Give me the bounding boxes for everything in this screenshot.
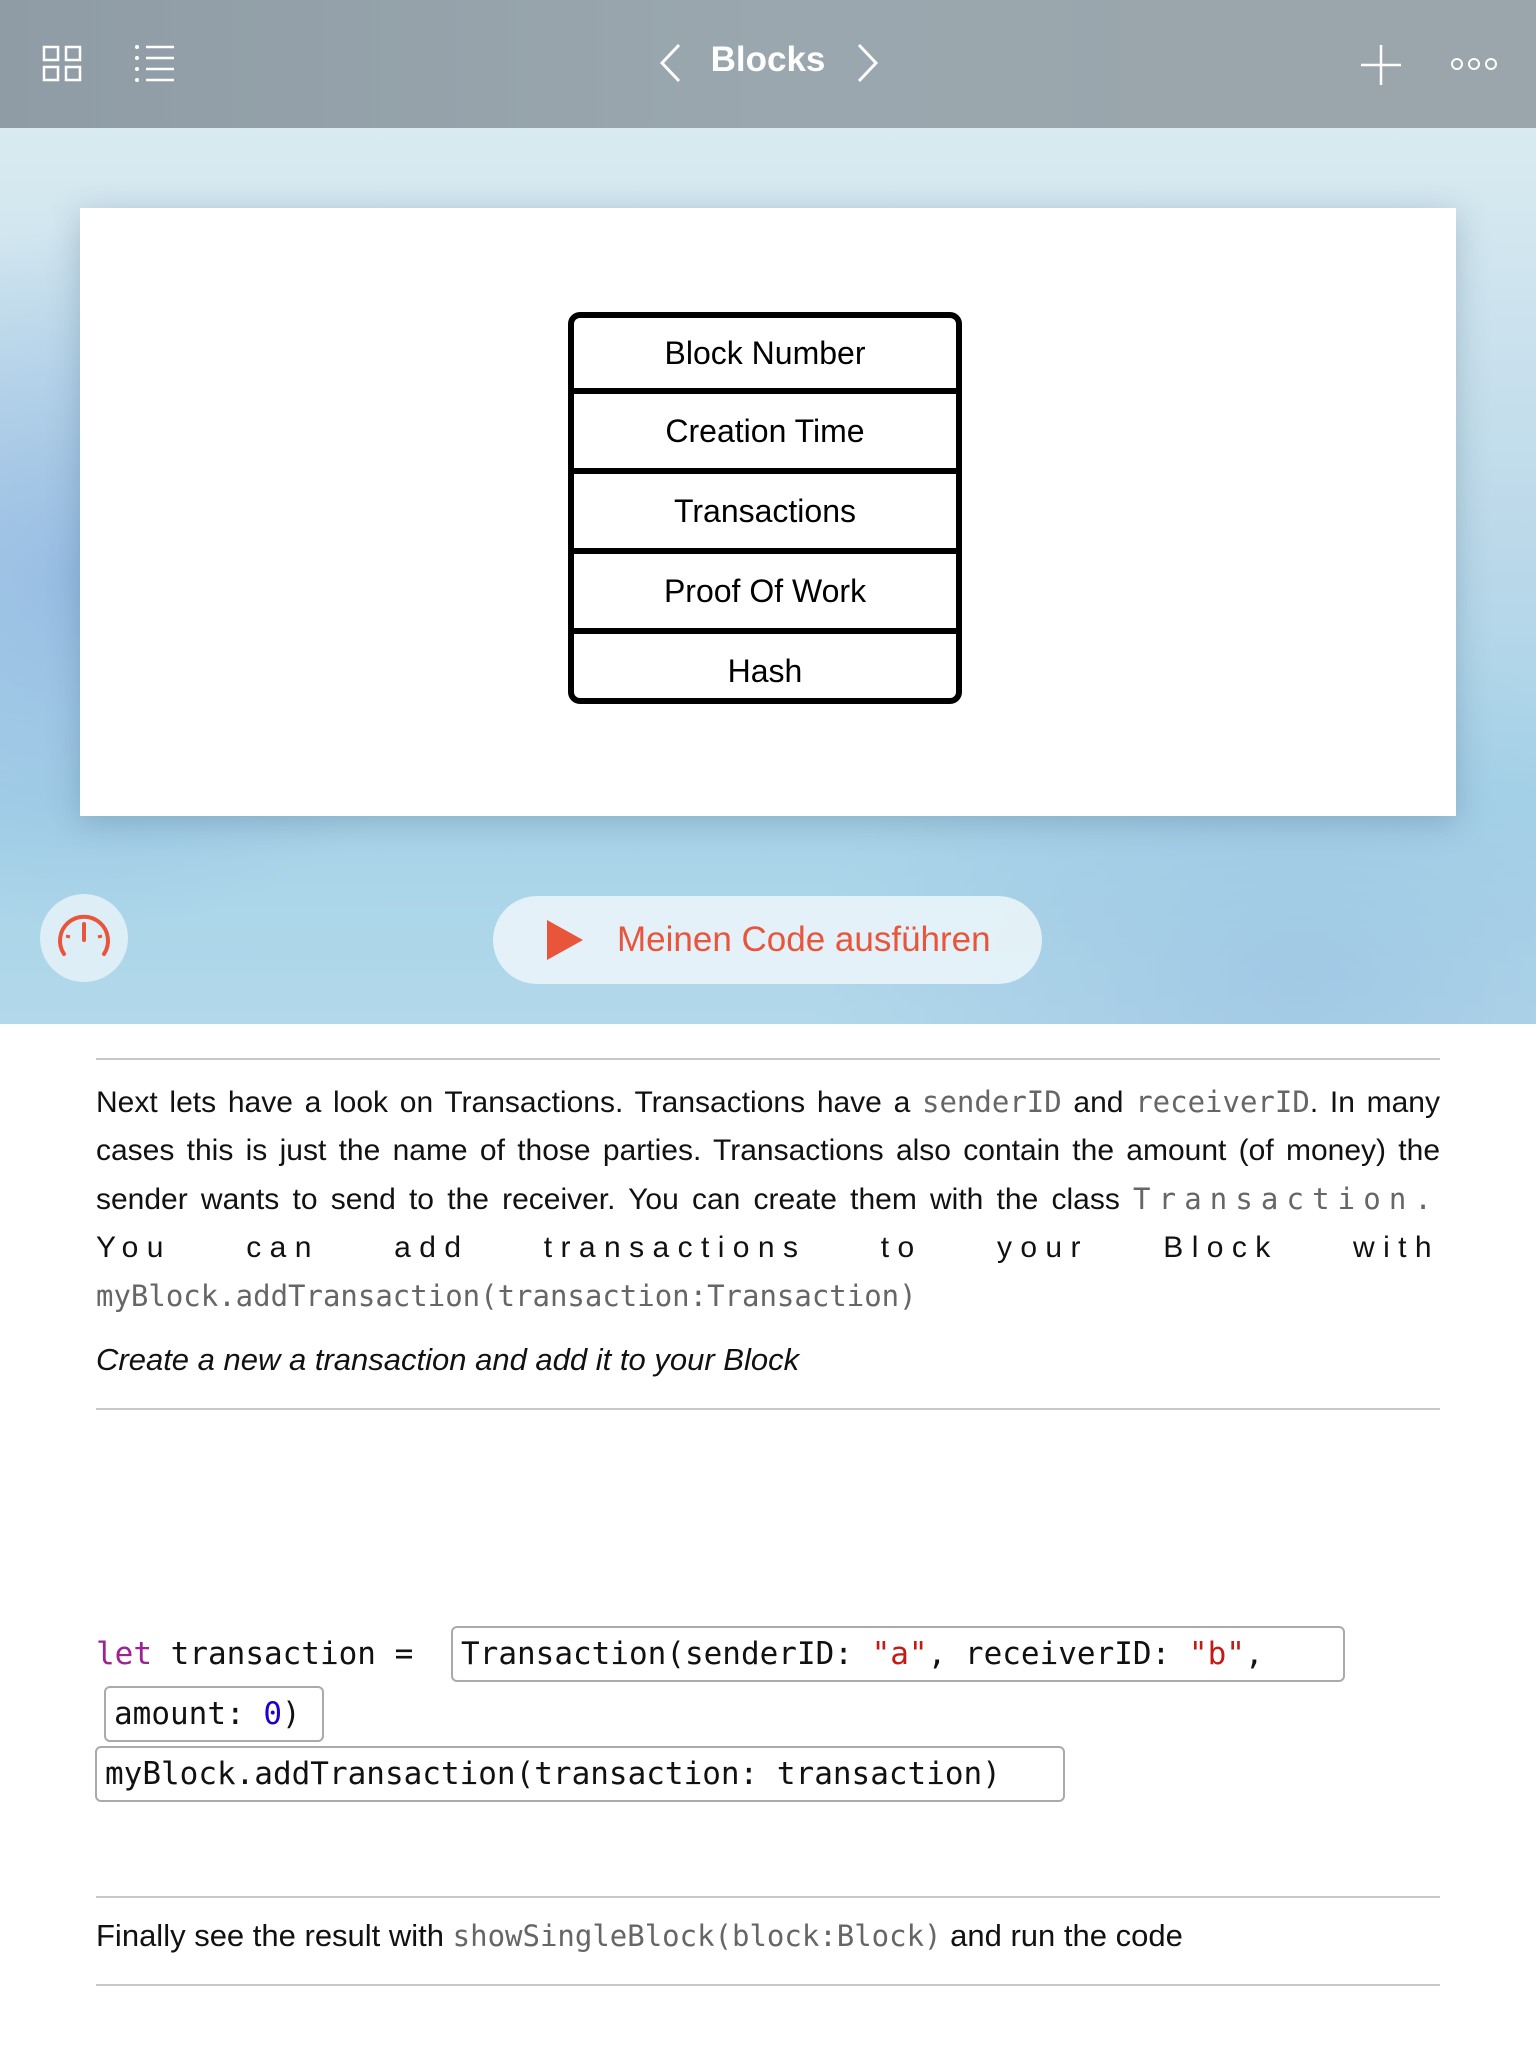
block-diagram [568, 312, 962, 704]
speedometer-icon [52, 906, 116, 970]
block-field-number: Block Number [664, 334, 866, 371]
plus-icon[interactable] [1356, 40, 1406, 90]
live-view [0, 128, 1536, 1024]
instructions-paragraph: Next lets have a look on Transactions. Transactions have a senderID and receiverID. In many cases this is just the name of those parties. Transactions also contain the amount (of money) the sender wants to send to the receiver. You can create them with the class Transaction. You can add transactions to your Block with myBlock.addTransaction(transaction:Transaction) [96, 1085, 1440, 1313]
editable-code-transaction-init[interactable]: Transaction(senderID: "a" , receiverID: "b" , [451, 1626, 1345, 1682]
block-field-creation-time: Creation Time [574, 388, 956, 468]
editable-code-add-transaction[interactable]: myBlock.addTransaction(transaction: transaction) [95, 1746, 1065, 1802]
code-keyword: let [96, 1636, 152, 1672]
speedometer-button[interactable] [40, 894, 128, 982]
run-code-button[interactable] [493, 896, 1042, 984]
inline-code-showsingleblock: showSingleBlock(block:Block) [452, 1919, 942, 1953]
block-field-proof-of-work: Proof Of Work [574, 548, 956, 628]
block-field-hash: Hash [574, 628, 956, 704]
inline-code-transaction: Transaction. [1133, 1182, 1440, 1216]
play-icon [545, 918, 585, 962]
run-code-label: Meinen Code ausführen [617, 920, 991, 959]
editable-code-amount[interactable]: amount: 0 ) [104, 1686, 324, 1742]
chevron-left-icon[interactable] [650, 40, 690, 86]
live-view-canvas [80, 208, 1456, 816]
divider [96, 1058, 1440, 1060]
page-title: Blocks [710, 40, 826, 79]
divider [96, 1984, 1440, 1986]
more-icon[interactable] [1448, 46, 1500, 82]
navigation-bar [0, 0, 1536, 128]
divider [96, 1408, 1440, 1410]
code-line-let: let transaction = [96, 1636, 432, 1672]
inline-code-receiverid: receiverID [1135, 1085, 1310, 1119]
list-icon[interactable] [128, 40, 180, 86]
task-text: Create a new a transaction and add it to your Block [96, 1342, 800, 1377]
block-field-transactions: Transactions [574, 468, 956, 548]
grid-icon[interactable] [36, 40, 88, 86]
inline-code-addtransaction: myBlock.addTransaction(transaction:Transaction) [96, 1279, 917, 1313]
inline-code-senderid: senderID [922, 1085, 1062, 1119]
chevron-right-icon[interactable] [848, 40, 888, 86]
final-instruction: Finally see the result with showSingleBlock(block:Block) and run the code [96, 1918, 1183, 1953]
divider [96, 1896, 1440, 1898]
